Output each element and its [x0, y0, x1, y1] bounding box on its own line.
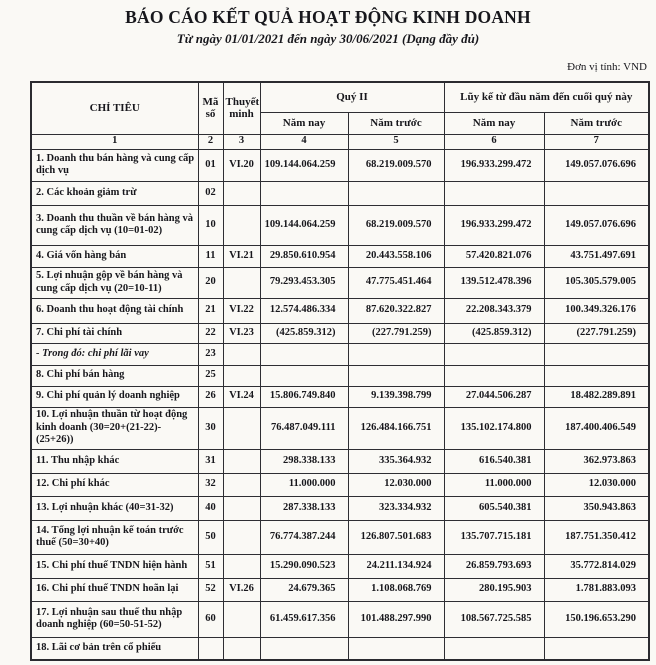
- q2-prior-cell: 101.488.297.990: [348, 601, 444, 637]
- q2-current-cell: 298.338.133: [260, 449, 348, 473]
- ytd-prior-cell: (227.791.259): [544, 323, 649, 343]
- row-label: 18. Lãi cơ bản trên cổ phiếu: [31, 637, 198, 660]
- row-note-cell: [223, 365, 260, 386]
- q2-current-cell: [260, 637, 348, 660]
- q2-prior-cell: 20.443.558.106: [348, 245, 444, 267]
- table-row: [31, 407, 649, 449]
- q2-prior-cell: (227.791.259): [348, 323, 444, 343]
- q2-current-cell: 12.574.486.334: [260, 298, 348, 323]
- row-code-cell: 10: [198, 205, 223, 245]
- q2-current-cell: 11.000.000: [260, 473, 348, 496]
- row-label: 12. Chi phí khác: [31, 473, 198, 496]
- table-header: [31, 82, 649, 149]
- ytd-prior-cell: 100.349.326.176: [544, 298, 649, 323]
- ytd-current-cell: [444, 637, 544, 660]
- ytd-prior-cell: 150.196.653.290: [544, 601, 649, 637]
- ytd-current-cell: [444, 181, 544, 205]
- q2-prior-cell: 1.108.068.769: [348, 578, 444, 601]
- table-row: [31, 578, 649, 601]
- q2-current-cell: [260, 181, 348, 205]
- ytd-current-cell: 135.102.174.800: [444, 407, 544, 449]
- column-number: 4: [260, 134, 348, 149]
- row-label: 11. Thu nhập khác: [31, 449, 198, 473]
- row-note-cell: [223, 496, 260, 520]
- table-row: [31, 343, 649, 365]
- row-code-cell: [198, 637, 223, 660]
- q2-current-cell: 79.293.453.305: [260, 267, 348, 298]
- row-code-cell: 21: [198, 298, 223, 323]
- ytd-current-cell: 11.000.000: [444, 473, 544, 496]
- report-title: BÁO CÁO KẾT QUẢ HOẠT ĐỘNG KINH DOANH: [125, 7, 531, 27]
- ytd-prior-cell: 12.030.000: [544, 473, 649, 496]
- q2-prior-cell: [348, 637, 444, 660]
- q2-current-cell: 109.144.064.259: [260, 149, 348, 181]
- q2-current-cell: 29.850.610.954: [260, 245, 348, 267]
- q2-prior-cell: 47.775.451.464: [348, 267, 444, 298]
- ytd-current-cell: 27.044.506.287: [444, 386, 544, 407]
- column-number: 6: [444, 134, 544, 149]
- q2-current-cell: (425.859.312): [260, 323, 348, 343]
- row-label: 4. Giá vốn hàng bán: [31, 245, 198, 267]
- header-q2-prior-year: Năm trước: [348, 112, 444, 134]
- ytd-current-cell: 196.933.299.472: [444, 149, 544, 181]
- header-code: Mã số: [198, 82, 223, 134]
- ytd-prior-cell: 149.057.076.696: [544, 205, 649, 245]
- ytd-current-cell: 605.540.381: [444, 496, 544, 520]
- table-row: [31, 365, 649, 386]
- unit-label: Đơn vị tính: VND: [567, 61, 647, 73]
- row-label: 10. Lợi nhuận thuần từ hoạt động kinh doanh (30=20+(21-22)-(25+26)): [31, 407, 198, 449]
- row-note-cell: [223, 520, 260, 554]
- q2-prior-cell: 68.219.009.570: [348, 205, 444, 245]
- row-code-cell: 20: [198, 267, 223, 298]
- row-note-cell: [223, 181, 260, 205]
- q2-prior-cell: [348, 181, 444, 205]
- table-row: [31, 298, 649, 323]
- row-label: 3. Doanh thu thuần về bán hàng và cung cấp dịch vụ (10=01-02): [31, 205, 198, 245]
- header-q2-current-year: Năm nay: [260, 112, 348, 134]
- row-code-cell: 22: [198, 323, 223, 343]
- q2-current-cell: 15.290.090.523: [260, 554, 348, 578]
- q2-prior-cell: 87.620.322.827: [348, 298, 444, 323]
- row-code-cell: 52: [198, 578, 223, 601]
- ytd-prior-cell: [544, 181, 649, 205]
- column-number-row: [31, 134, 649, 149]
- table-row: [31, 205, 649, 245]
- row-note-cell: VI.23: [223, 323, 260, 343]
- ytd-prior-cell: 18.482.289.891: [544, 386, 649, 407]
- ytd-prior-cell: 105.305.579.005: [544, 267, 649, 298]
- q2-prior-cell: 323.334.932: [348, 496, 444, 520]
- q2-prior-cell: 126.484.166.751: [348, 407, 444, 449]
- row-label: 16. Chi phí thuế TNDN hoãn lại: [31, 578, 198, 601]
- row-label: 13. Lợi nhuận khác (40=31-32): [31, 496, 198, 520]
- row-label: 6. Doanh thu hoạt động tài chính: [31, 298, 198, 323]
- row-label: 17. Lợi nhuận sau thuế thu nhập doanh nghiệp (60=50-51-52): [31, 601, 198, 637]
- income-statement-table: [30, 81, 650, 661]
- ytd-current-cell: 135.707.715.181: [444, 520, 544, 554]
- table-row: [31, 637, 649, 660]
- q2-current-cell: 61.459.617.356: [260, 601, 348, 637]
- q2-prior-cell: [348, 343, 444, 365]
- table-row: [31, 520, 649, 554]
- row-code-cell: 02: [198, 181, 223, 205]
- column-number: 3: [223, 134, 260, 149]
- row-code-cell: 40: [198, 496, 223, 520]
- ytd-current-cell: (425.859.312): [444, 323, 544, 343]
- table-row: [31, 181, 649, 205]
- q2-current-cell: 109.144.064.259: [260, 205, 348, 245]
- table-row: [31, 473, 649, 496]
- row-note-cell: [223, 637, 260, 660]
- row-label: 8. Chi phí bán hàng: [31, 365, 198, 386]
- header-ytd-current-year: Năm nay: [444, 112, 544, 134]
- row-code-cell: 30: [198, 407, 223, 449]
- q2-current-cell: [260, 365, 348, 386]
- column-number: 2: [198, 134, 223, 149]
- ytd-current-cell: [444, 365, 544, 386]
- ytd-prior-cell: 35.772.814.029: [544, 554, 649, 578]
- ytd-prior-cell: 1.781.883.093: [544, 578, 649, 601]
- q2-current-cell: 15.806.749.840: [260, 386, 348, 407]
- header-ytd-group: Lũy kế từ đầu năm đến cuối quý này: [444, 82, 649, 112]
- row-code-cell: 60: [198, 601, 223, 637]
- row-label: 2. Các khoản giảm trừ: [31, 181, 198, 205]
- table-body: [31, 149, 649, 660]
- table-row: [31, 386, 649, 407]
- q2-prior-cell: 68.219.009.570: [348, 149, 444, 181]
- q2-prior-cell: [348, 365, 444, 386]
- ytd-current-cell: 108.567.725.585: [444, 601, 544, 637]
- row-code-cell: 25: [198, 365, 223, 386]
- row-code-cell: 23: [198, 343, 223, 365]
- column-number: 7: [544, 134, 649, 149]
- header-quarter-group: Quý II: [260, 82, 444, 112]
- row-code-cell: 51: [198, 554, 223, 578]
- column-number: 5: [348, 134, 444, 149]
- ytd-prior-cell: 187.400.406.549: [544, 407, 649, 449]
- table-row: [31, 267, 649, 298]
- header-note: Thuyết minh: [223, 82, 260, 134]
- row-code-cell: 11: [198, 245, 223, 267]
- row-note-cell: [223, 343, 260, 365]
- q2-current-cell: 287.338.133: [260, 496, 348, 520]
- row-note-cell: VI.24: [223, 386, 260, 407]
- ytd-current-cell: 139.512.478.396: [444, 267, 544, 298]
- ytd-prior-cell: [544, 343, 649, 365]
- table-row: [31, 323, 649, 343]
- row-label: 15. Chi phí thuế TNDN hiện hành: [31, 554, 198, 578]
- q2-current-cell: [260, 343, 348, 365]
- row-note-cell: [223, 473, 260, 496]
- table-row: [31, 245, 649, 267]
- column-number: 1: [31, 134, 198, 149]
- q2-current-cell: 76.774.387.244: [260, 520, 348, 554]
- row-note-cell: [223, 449, 260, 473]
- ytd-prior-cell: 362.973.863: [544, 449, 649, 473]
- row-label: 1. Doanh thu bán hàng và cung cấp dịch vụ: [31, 149, 198, 181]
- row-note-cell: VI.20: [223, 149, 260, 181]
- report-subtitle: Từ ngày 01/01/2021 đến ngày 30/06/2021 (Dạng đầy đủ): [176, 31, 480, 46]
- q2-current-cell: 76.487.049.111: [260, 407, 348, 449]
- row-note-cell: [223, 267, 260, 298]
- row-label: 14. Tổng lợi nhuận kế toán trước thuế (50=30+40): [31, 520, 198, 554]
- ytd-prior-cell: [544, 637, 649, 660]
- row-code-cell: 26: [198, 386, 223, 407]
- q2-prior-cell: 335.364.932: [348, 449, 444, 473]
- header-criteria: CHỈ TIÊU: [31, 82, 198, 134]
- row-label: 7. Chi phí tài chính: [31, 323, 198, 343]
- table-row: [31, 449, 649, 473]
- row-code-cell: 50: [198, 520, 223, 554]
- ytd-current-cell: 57.420.821.076: [444, 245, 544, 267]
- row-code-cell: 31: [198, 449, 223, 473]
- row-note-cell: [223, 205, 260, 245]
- table-row: [31, 496, 649, 520]
- ytd-current-cell: 280.195.903: [444, 578, 544, 601]
- ytd-prior-cell: 43.751.497.691: [544, 245, 649, 267]
- q2-prior-cell: 9.139.398.799: [348, 386, 444, 407]
- ytd-current-cell: 196.933.299.472: [444, 205, 544, 245]
- row-note-cell: VI.26: [223, 578, 260, 601]
- row-label: 9. Chi phí quản lý doanh nghiệp: [31, 386, 198, 407]
- q2-prior-cell: 126.807.501.683: [348, 520, 444, 554]
- ytd-current-cell: [444, 343, 544, 365]
- row-note-cell: [223, 601, 260, 637]
- ytd-current-cell: 26.859.793.693: [444, 554, 544, 578]
- q2-current-cell: 24.679.365: [260, 578, 348, 601]
- q2-prior-cell: 12.030.000: [348, 473, 444, 496]
- ytd-prior-cell: [544, 365, 649, 386]
- row-note-cell: [223, 554, 260, 578]
- ytd-current-cell: 616.540.381: [444, 449, 544, 473]
- row-note-cell: [223, 407, 260, 449]
- row-code-cell: 01: [198, 149, 223, 181]
- ytd-prior-cell: 149.057.076.696: [544, 149, 649, 181]
- row-note-cell: VI.22: [223, 298, 260, 323]
- table-row: [31, 149, 649, 181]
- ytd-prior-cell: 350.943.863: [544, 496, 649, 520]
- table-row: [31, 554, 649, 578]
- row-label: - Trong đó: chi phí lãi vay: [31, 343, 198, 365]
- ytd-current-cell: 22.208.343.379: [444, 298, 544, 323]
- header-ytd-prior-year: Năm trước: [544, 112, 649, 134]
- q2-prior-cell: 24.211.134.924: [348, 554, 444, 578]
- table-row: [31, 601, 649, 637]
- row-note-cell: VI.21: [223, 245, 260, 267]
- row-code-cell: 32: [198, 473, 223, 496]
- ytd-prior-cell: 187.751.350.412: [544, 520, 649, 554]
- header-row-groups: [31, 82, 649, 112]
- row-label: 5. Lợi nhuận gộp về bán hàng và cung cấp dịch vụ (20=10-11): [31, 267, 198, 298]
